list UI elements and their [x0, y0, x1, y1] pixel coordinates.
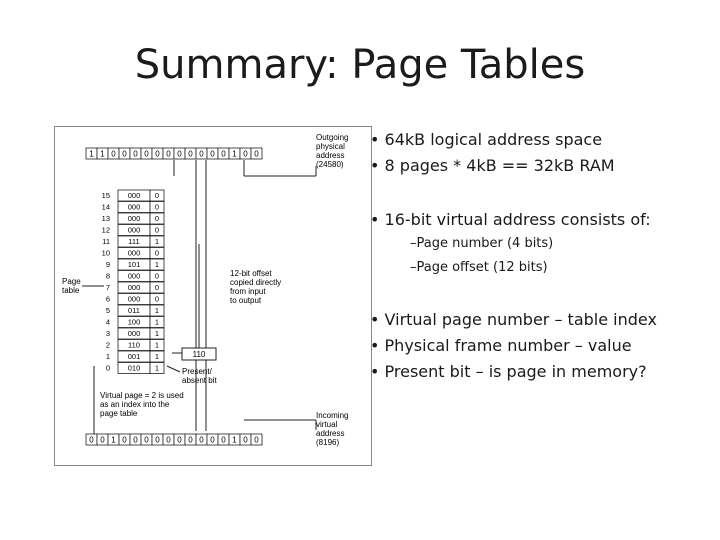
- page-index: 0: [105, 363, 110, 373]
- incoming-address-bits: [86, 434, 262, 445]
- page-index: 12: [101, 225, 110, 235]
- outgoing-bit-value: 0: [221, 149, 226, 159]
- outgoing-address-bits: [86, 148, 262, 159]
- offset-label-1: 12-bit offset: [230, 269, 272, 278]
- outgoing-label-1: Outgoing: [316, 133, 349, 142]
- present-value: 0: [154, 248, 160, 258]
- page-index: 2: [105, 340, 110, 350]
- page-index: 11: [102, 237, 110, 246]
- offset-label-4: to output: [230, 296, 262, 305]
- incoming-bit-value: 0: [188, 435, 193, 445]
- incoming-bit-value: 0: [177, 435, 182, 445]
- frame-value: 000: [127, 225, 141, 235]
- outgoing-label-2: physical: [316, 142, 345, 151]
- page-index: 10: [101, 248, 110, 258]
- incoming-bit-value: 0: [133, 435, 138, 445]
- outgoing-bit-value: 0: [155, 149, 160, 159]
- bullet-virtual-address: • 16-bit virtual address consists of:: [370, 210, 651, 229]
- present-bit-pointer: [167, 366, 180, 372]
- incoming-bit-value: 0: [254, 435, 259, 445]
- frame-value: 000: [127, 202, 141, 212]
- incoming-bit-value: 0: [100, 435, 105, 445]
- incoming-label-3: address: [316, 429, 345, 438]
- present-value: 0: [154, 271, 160, 281]
- incoming-bit-value: 0: [144, 435, 149, 445]
- frame-value: 100: [127, 317, 141, 327]
- incoming-bit-value: 0: [243, 435, 248, 445]
- present-value: 1: [154, 317, 160, 327]
- vpage-label-2: as an index into the: [100, 400, 170, 409]
- outgoing-bit-value: 1: [100, 149, 105, 159]
- frame-value: 000: [127, 271, 141, 281]
- present-value: 0: [154, 225, 160, 235]
- subbullet-page-number: –Page number (4 bits): [410, 236, 554, 251]
- outgoing-bit-value: 1: [89, 149, 94, 159]
- outgoing-bit-value: 0: [144, 149, 149, 159]
- frame-value: 000: [127, 294, 141, 304]
- present-value: 1: [154, 260, 160, 269]
- present-value: 1: [154, 237, 160, 246]
- incoming-label-2: virtual: [316, 420, 338, 429]
- page-index: 1: [105, 352, 110, 361]
- bullet-ram: • 8 pages * 4kB == 32kB RAM: [370, 156, 615, 175]
- frame-value: 110: [128, 340, 140, 350]
- vpage-label-1: Virtual page = 2 is used: [100, 391, 184, 400]
- page-table-label-1: Page: [62, 277, 81, 286]
- frame-value: 000: [127, 248, 141, 258]
- incoming-bit-value: 0: [210, 435, 215, 445]
- outgoing-bit-value: 0: [254, 149, 259, 159]
- page-index: 8: [105, 271, 110, 281]
- outgoing-label-4: (24580): [316, 160, 344, 169]
- page-index: 14: [101, 202, 110, 212]
- present-value: 0: [154, 202, 160, 212]
- outgoing-bit-value: 0: [199, 149, 204, 159]
- frame-value: 000: [127, 191, 141, 200]
- frame-value: 000: [127, 283, 141, 292]
- outgoing-bit-value: 1: [232, 149, 237, 159]
- incoming-bit-value: 0: [155, 435, 160, 445]
- incoming-bit-value: 0: [221, 435, 226, 445]
- outgoing-bit-value: 0: [177, 149, 182, 159]
- incoming-label-4: (8196): [316, 438, 340, 447]
- outgoing-label-3: address: [316, 151, 345, 160]
- offset-label-2: copied directly: [230, 278, 282, 287]
- present-value: 1: [154, 329, 160, 338]
- outgoing-bit-value: 0: [111, 149, 116, 159]
- page-index: 6: [105, 294, 110, 304]
- page-index: 9: [105, 260, 110, 269]
- present-label-1: Present/: [182, 367, 212, 376]
- incoming-label-1: Incoming: [316, 411, 349, 420]
- incoming-bit-value: 0: [199, 435, 204, 445]
- page-index: 3: [105, 329, 110, 338]
- present-value: 0: [154, 294, 160, 304]
- frame-value: 000: [127, 329, 141, 338]
- present-value: 1: [154, 352, 160, 361]
- present-label-2: absent bit: [182, 376, 217, 385]
- page-table-rows: [102, 190, 164, 374]
- bullet-frame-number: • Physical frame number – value: [370, 336, 632, 355]
- outgoing-bit-value: 0: [210, 149, 215, 159]
- outgoing-bit-value: 0: [166, 149, 171, 159]
- present-value: 1: [154, 306, 160, 315]
- incoming-bit-value: 0: [89, 435, 94, 445]
- vpage-label-3: page table: [100, 409, 138, 418]
- page-table-diagram: [54, 126, 372, 466]
- frame-value: 011: [128, 306, 140, 315]
- page-index: 13: [101, 214, 110, 223]
- page-index: 4: [105, 317, 110, 327]
- present-value: 0: [154, 283, 160, 292]
- page-index: 5: [105, 306, 110, 315]
- frame-value: 010: [127, 363, 141, 373]
- bullet-present-bit: • Present bit – is page in memory?: [370, 362, 647, 381]
- slide-title: Summary: Page Tables: [134, 42, 586, 88]
- incoming-bit-value: 1: [111, 435, 116, 445]
- subbullet-page-offset: –Page offset (12 bits): [410, 260, 548, 275]
- outgoing-bit-value: 0: [133, 149, 138, 159]
- bullet-table-index: • Virtual page number – table index: [370, 310, 657, 329]
- offset-label-3: from input: [230, 287, 266, 296]
- present-value: 1: [154, 363, 160, 373]
- present-value: 1: [154, 340, 160, 350]
- present-value: 0: [154, 191, 160, 200]
- outgoing-bit-value: 0: [188, 149, 193, 159]
- page-index: 7: [105, 283, 110, 292]
- present-value: 0: [154, 214, 160, 223]
- bullet-address-space: • 64kB logical address space: [370, 130, 603, 149]
- frame-value: 001: [127, 352, 141, 361]
- page-table-label-2: table: [62, 286, 80, 295]
- outgoing-bit-value: 0: [243, 149, 248, 159]
- outgoing-bit-value: 0: [122, 149, 127, 159]
- incoming-bit-value: 1: [232, 435, 237, 445]
- incoming-bit-value: 0: [166, 435, 171, 445]
- incoming-bit-value: 0: [122, 435, 127, 445]
- page-index: 15: [101, 191, 110, 200]
- frame-output-value: 110: [192, 350, 206, 359]
- frame-value: 101: [127, 260, 141, 269]
- frame-value: 000: [127, 214, 141, 223]
- frame-value: 111: [128, 237, 140, 246]
